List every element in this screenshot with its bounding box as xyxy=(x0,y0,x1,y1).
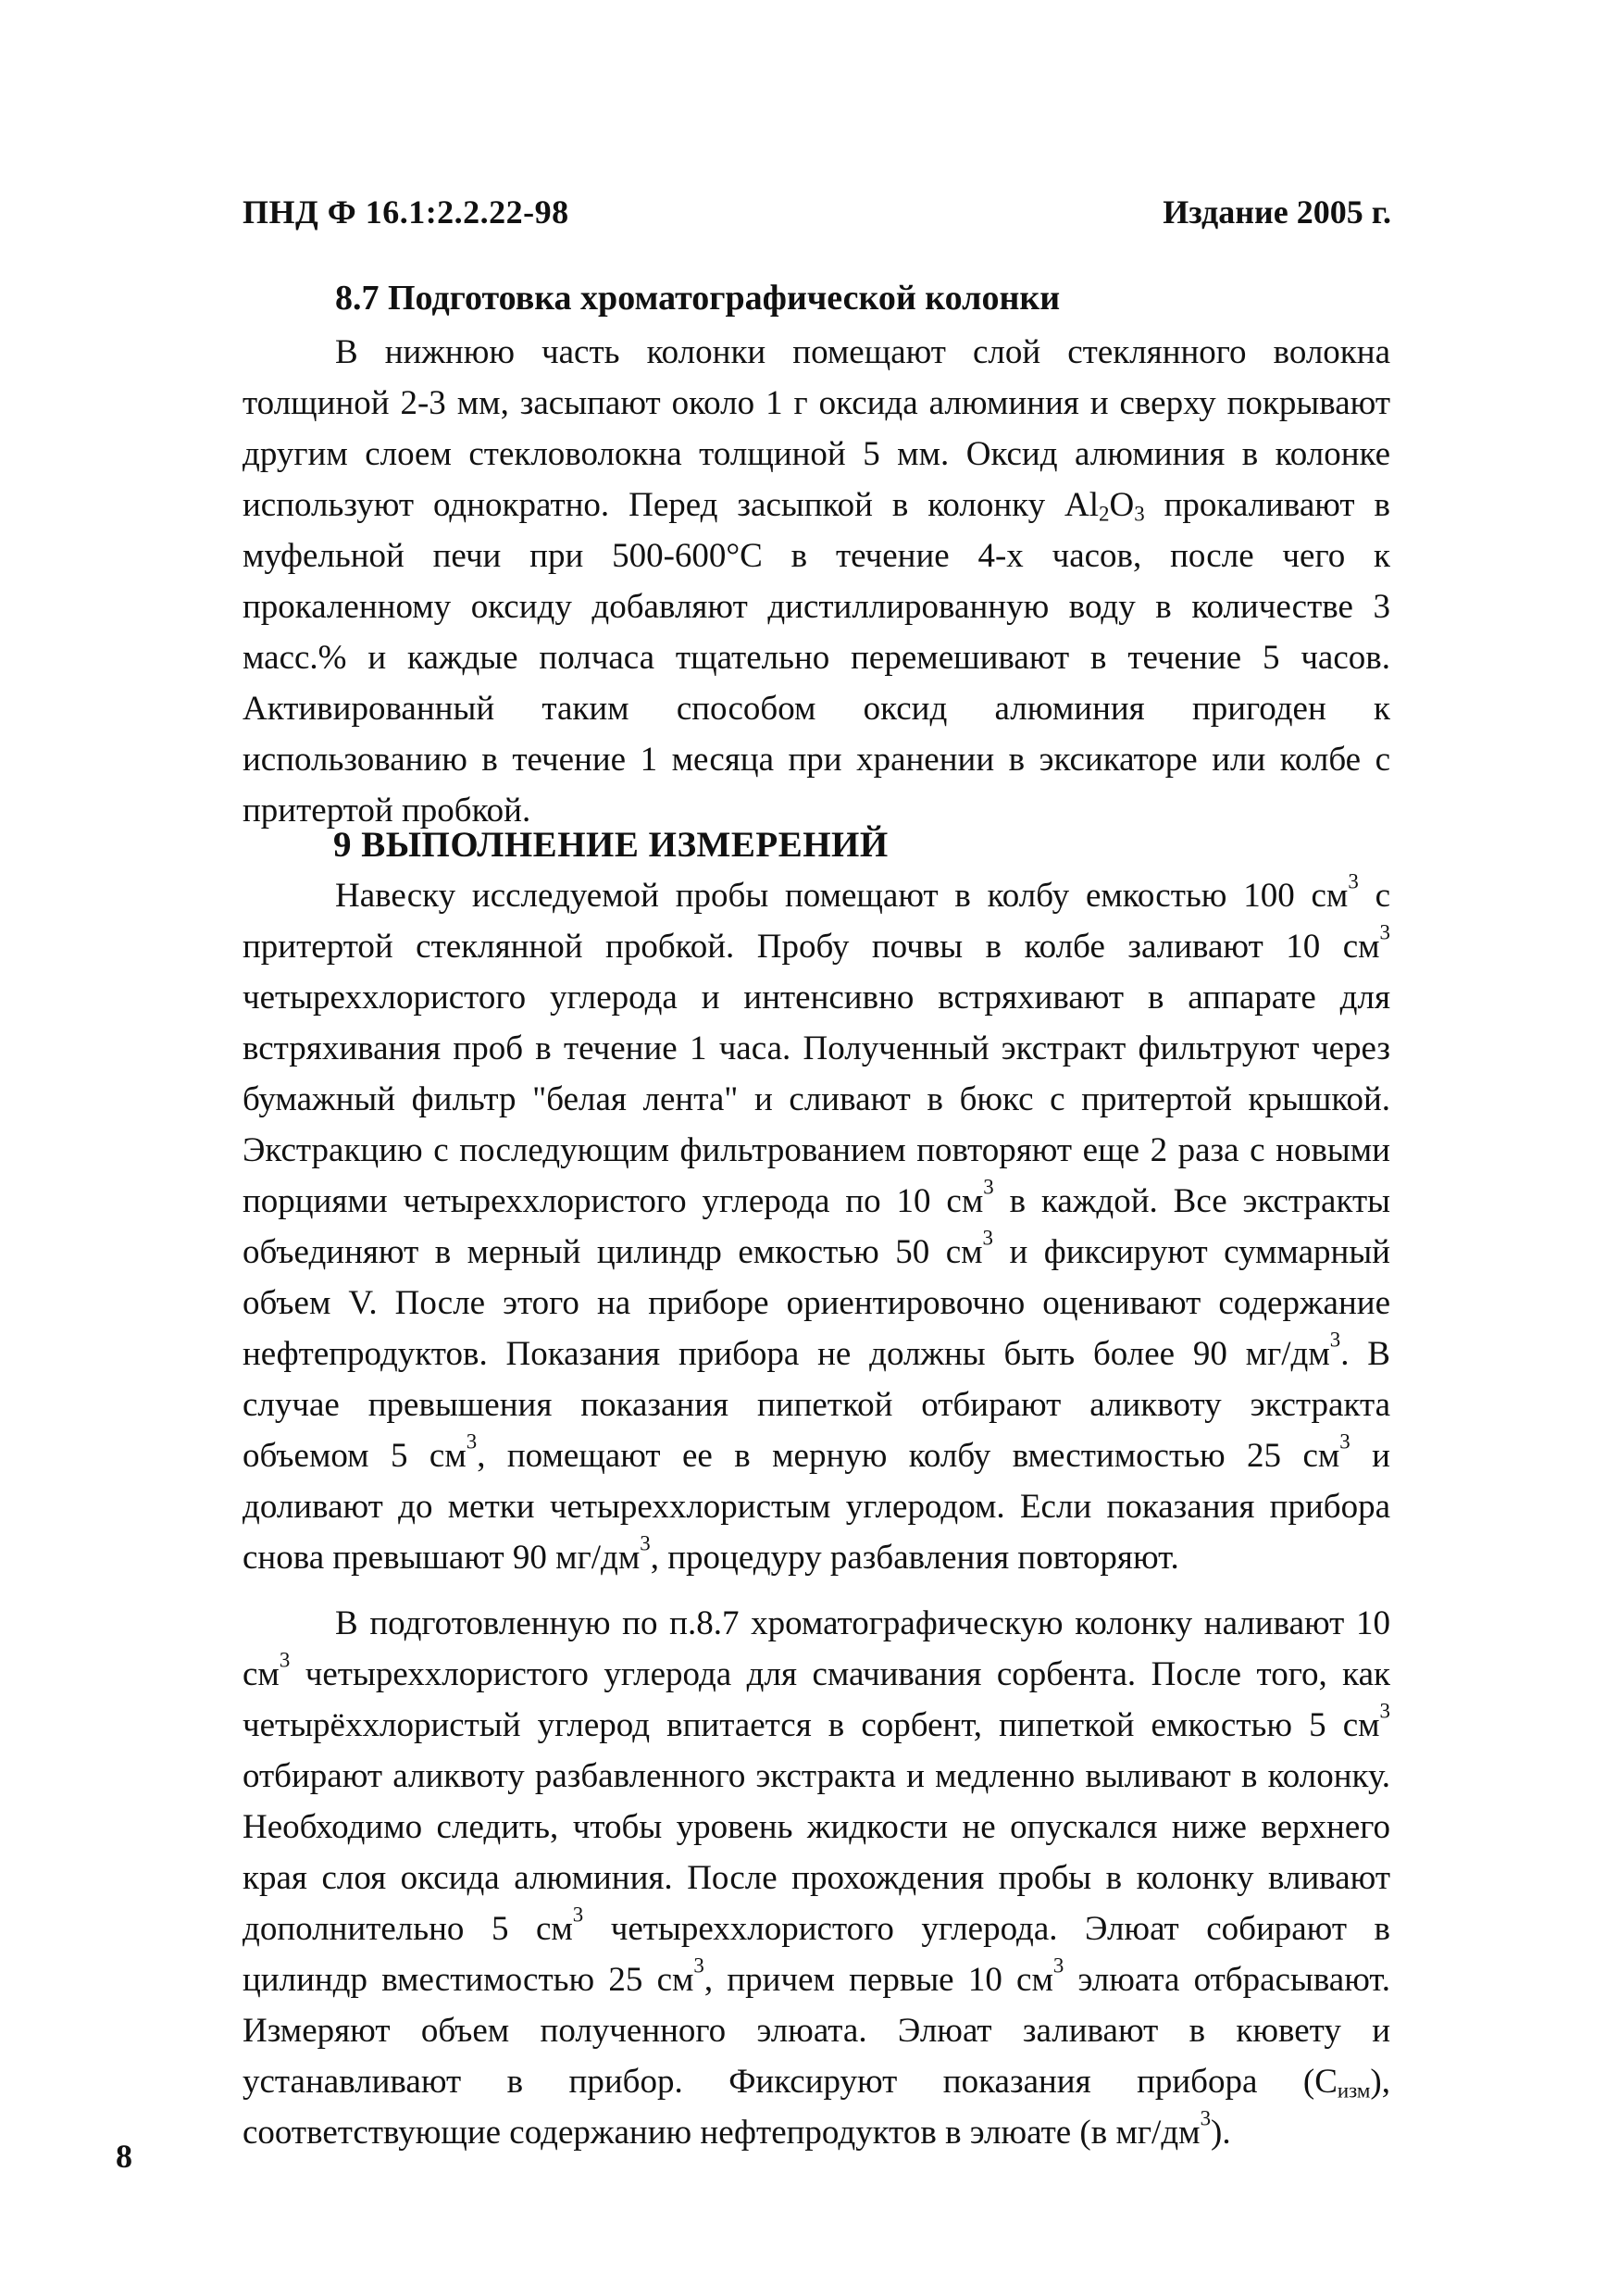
section-9-paragraph-2: В подготовленную по п.8.7 хроматографическую колонку наливают 10 $см^3$ четыреххлористого углерода для смачивания сорбента. После того, как четырёххлористый углерод впитается в сорбент, пипеткой емкостью 5 $см^3$ отбирают аликвоту разбавленного экстракта и медленно выливают в колонку. Необходимо следить, чтобы уровень жидкости не опускался ниже верхнего края слоя оксида алюминия. После прохождения пробы в колонку вливают дополнительно 5 $см^3$ четыреххлористого углерода. Элюат собирают в цилиндр вместимостью 25 $см^3$, причем первые 10 $см^3$ элюата отбрасывают. Измеряют объем полученного элюата. Элюат заливают в кювету и устанавливают в прибор. Фиксируют показания прибора $(С_{изм})$, соответствующие содержанию нефтепродуктов в элюате (в $мг/дм^3$). xyxy=(243,1604,1391,2152)
document-code: ПНД Ф 16.1:2.2.22-98 xyxy=(243,193,569,231)
section-8-7-heading: 8.7 Подготовка хроматографической колонки xyxy=(335,279,1061,318)
section-9-paragraph-1: Навеску исследуемой пробы помещают в колбу емкостью 100 $см^3$ с притертой стеклянной пробкой. Пробу почвы в колбе заливают 10 $см^3$ четыреххлористого углерода и интенсивно встряхивают в аппарате для встряхивания проб в течение 1 часа. Полученный экстракт фильтруют через бумажный фильтр "белая лента" и сливают в бюкс с притертой крышкой. Экстракцию с последующим фильтрованием повторяют еще 2 раза с новыми порциями четыреххлористого углерода по 10 $см^3$ в каждой. Все экстракты объединяют в мерный цилиндр емкостью 50 $см^3$ и фиксируют суммарный объем V. После этого на приборе ориентировочно оценивают содержание нефтепродуктов. Показания прибора не должны быть более 90 $мг/дм^3$. В случае превышения показания пипеткой отбирают аликвоту экстракта объемом 5 $см^3$, помещают ее в мерную колбу вместимостью 25 $см^3$ и доливают до метки четыреххлористым углеродом. Если показания прибора снова превышают 90 $мг/дм^3$, процедуру разбавления повторяют. xyxy=(243,869,1390,1577)
page-number: 8 xyxy=(116,2138,132,2175)
section-8-7-paragraph: В нижнюю часть колонки помещают слой стеклянного волокна толщиной 2-3 мм, засыпают около 1 г оксида алюминия и сверху покрывают другим слоем стекловолокна толщиной 5 мм. Оксид алюминия в колонке используют однократно. Перед засыпкой в колонку $Al_2O_3$ прокаливают в муфельной печи при 500-600°С в течение 4-х часов, после чего к прокаленному оксиду добавляют дистиллированную воду в количестве 3 масс.% и каждые полчаса тщательно перемешивают в течение 5 часов. Активированный таким способом оксид алюминия пригоден к использованию в течение 1 месяца при хранении в эксикаторе или колбе с притертой пробкой. xyxy=(243,333,1390,830)
section-9-heading: 9 ВЫПОЛНЕНИЕ ИЗМЕРЕНИЙ xyxy=(333,825,889,865)
edition-label: Издание 2005 г. xyxy=(1163,193,1391,231)
